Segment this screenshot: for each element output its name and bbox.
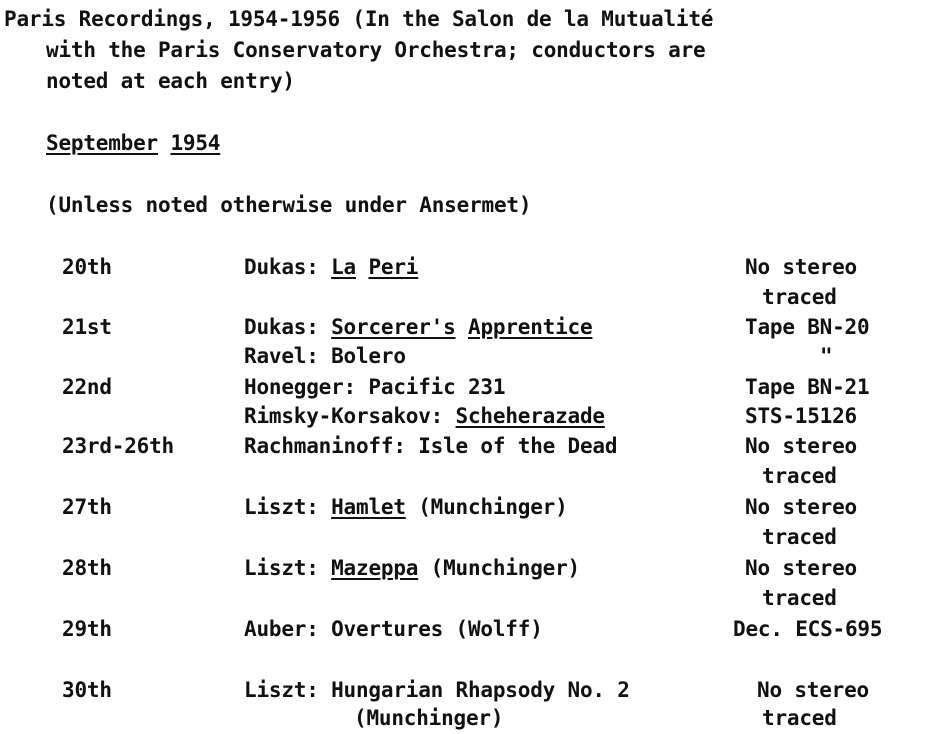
entry-date: 22nd: [62, 375, 112, 399]
entry-composer: Liszt:: [244, 556, 332, 580]
entry-conductor: (Munchinger): [418, 556, 580, 580]
entry-work: Auber: Overtures (Wolff): [244, 617, 543, 641]
section-year: 1954: [170, 131, 221, 155]
entry-title-word: Mazeppa: [331, 556, 419, 580]
section-heading: [46, 128, 220, 159]
entry-source: traced: [762, 586, 837, 610]
entry-source: No stereo: [745, 495, 857, 519]
heading-line-3: noted at each entry): [46, 69, 295, 93]
entry-date: 23rd-26th: [62, 434, 174, 458]
entry-title-word: La: [331, 255, 356, 279]
entry-title-word: Sorcerer's: [331, 315, 456, 339]
heading-line-2: with the Paris Conservatory Orchestra; conductors are: [46, 38, 706, 62]
entry-source: No stereo: [757, 678, 869, 702]
entry-conductor: (Munchinger): [354, 706, 504, 730]
entry-composer: Dukas:: [244, 255, 332, 279]
entry-title-word: Apprentice: [468, 315, 593, 339]
entry-source: traced: [762, 464, 837, 488]
entry-source: Tape BN-20: [745, 315, 870, 339]
entry-work: [244, 553, 580, 584]
entry-work: Ravel: Bolero: [244, 344, 406, 368]
entry-source: Dec. ECS-695: [733, 617, 883, 641]
entry-conductor: (Munchinger): [405, 495, 568, 519]
entry-source: No stereo: [745, 255, 857, 279]
entry-composer: Liszt:: [244, 495, 332, 519]
entry-composer: Rimsky-Korsakov:: [244, 404, 456, 428]
entry-source-ditto: ": [820, 344, 833, 368]
section-month: September: [46, 131, 158, 155]
entry-date: 20th: [62, 255, 112, 279]
entry-title-word: Peri: [368, 255, 419, 279]
entry-source: traced: [762, 525, 837, 549]
entry-title-word: Hamlet: [331, 495, 406, 519]
entry-date: 21st: [62, 315, 112, 339]
entry-work: Liszt: Hungarian Rhapsody No. 2: [244, 678, 630, 702]
heading-line-1: Paris Recordings, 1954-1956 (In the Salon de la Mutualité: [4, 7, 714, 31]
entry-date: 27th: [62, 495, 112, 519]
entry-source: STS-15126: [745, 404, 857, 428]
entry-source: traced: [762, 285, 837, 309]
entry-source: Tape BN-21: [745, 375, 870, 399]
entry-work: Rachmaninoff: Isle of the Dead: [244, 434, 618, 458]
entry-work: [244, 252, 418, 283]
entry-source: No stereo: [745, 434, 857, 458]
entry-work: [244, 492, 568, 523]
entry-date: 29th: [62, 617, 112, 641]
entry-work: [244, 401, 605, 432]
entry-source: traced: [762, 706, 837, 730]
entry-date: 30th: [62, 678, 112, 702]
entry-title-word: Scheherazade: [455, 404, 605, 428]
entry-work: Honegger: Pacific 231: [244, 375, 506, 399]
entry-work: [244, 312, 592, 343]
section-note: (Unless noted otherwise under Ansermet): [46, 193, 532, 217]
entry-source: No stereo: [745, 556, 857, 580]
entry-date: 28th: [62, 556, 112, 580]
entry-composer: Dukas:: [244, 315, 332, 339]
